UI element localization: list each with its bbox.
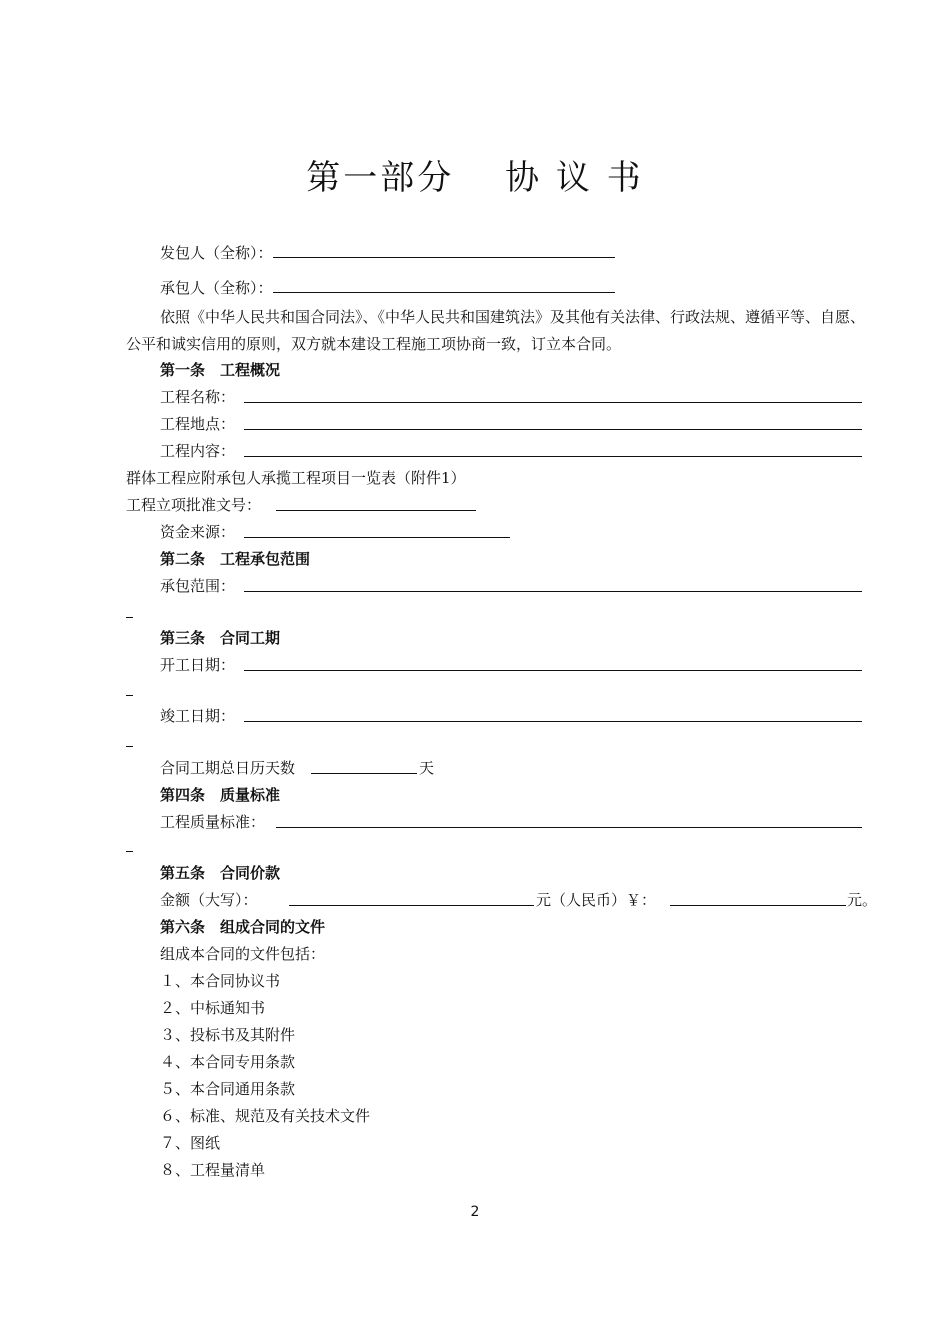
employer-row — [160, 242, 615, 263]
end-date-continuation — [126, 746, 133, 747]
quality-standard-continuation — [126, 851, 133, 852]
project-content-label: 工程内容： — [160, 442, 236, 460]
approval-number-label: 工程立项批准文号： — [126, 496, 262, 514]
approval-number-blank[interactable] — [276, 510, 476, 511]
intro-paragraph: 依照《中华人民共和国合同法》、《中华人民共和国建筑法》及其他有关法律、行政法规、遵循平等、自愿、公平和诚实信用的原则，双方就本建设工程施工项协商一致，订立本合同。 — [126, 308, 866, 353]
amount-rmb-label: 元（人民币）￥： — [536, 891, 657, 909]
quality-standard-blank[interactable] — [276, 827, 862, 828]
project-name-label: 工程名称： — [160, 388, 236, 406]
document-item: ３、投标书及其附件 — [160, 1026, 296, 1044]
article-4-heading: 第四条 质量标准 — [160, 786, 281, 804]
end-date-label: 竣工日期： — [160, 707, 236, 725]
scope-label: 承包范围： — [160, 577, 236, 595]
document-item: １、本合同协议书 — [160, 972, 281, 990]
scope-blank-continuation — [126, 617, 133, 618]
funding-source-blank[interactable] — [244, 537, 510, 538]
total-days-blank[interactable] — [311, 773, 417, 774]
article-3-heading: 第三条 合同工期 — [160, 629, 281, 647]
amount-rmb-blank[interactable] — [670, 905, 846, 906]
document-item: ８、工程量清单 — [160, 1161, 266, 1179]
amount-words-blank[interactable] — [289, 905, 534, 906]
amount-words-label: 金额（大写）： — [160, 891, 258, 909]
total-days-unit: 天 — [419, 759, 435, 777]
contractor-row — [160, 277, 615, 298]
contractor-label: 承包人（全称）： — [160, 279, 273, 297]
project-location-blank[interactable] — [244, 429, 862, 430]
group-project-note: 群体工程应附承包人承揽工程项目一览表（附件1） — [126, 469, 466, 487]
document-item: ５、本合同通用条款 — [160, 1080, 296, 1098]
project-location-label: 工程地点： — [160, 415, 236, 433]
start-date-blank[interactable] — [244, 670, 862, 671]
amount-yuan-end: 元。 — [847, 891, 878, 909]
funding-source-label: 资金来源： — [160, 523, 236, 541]
start-date-continuation — [126, 695, 133, 696]
end-date-blank[interactable] — [244, 721, 862, 722]
quality-standard-label: 工程质量标准： — [160, 813, 266, 831]
document-item: ６、标准、规范及有关技术文件 — [160, 1107, 371, 1125]
scope-blank[interactable] — [244, 591, 862, 592]
project-content-blank[interactable] — [244, 456, 862, 457]
article-1-heading: 第一条 工程概况 — [160, 361, 281, 379]
page-number: 2 — [470, 1204, 480, 1220]
start-date-label: 开工日期： — [160, 656, 236, 674]
document-item: ４、本合同专用条款 — [160, 1053, 296, 1071]
page-title: 第一部分 协 议 书 — [306, 158, 644, 198]
project-name-blank[interactable] — [244, 402, 862, 403]
documents-intro: 组成本合同的文件包括： — [160, 945, 326, 963]
total-days-label: 合同工期总日历天数 — [160, 759, 296, 777]
document-item: ７、图纸 — [160, 1134, 221, 1152]
document-item: ２、中标通知书 — [160, 999, 266, 1017]
article-6-heading: 第六条 组成合同的文件 — [160, 918, 326, 936]
employer-label: 发包人（全称）： — [160, 244, 273, 262]
article-2-heading: 第二条 工程承包范围 — [160, 550, 311, 568]
employer-blank[interactable] — [273, 243, 615, 258]
contractor-blank[interactable] — [273, 278, 615, 293]
article-5-heading: 第五条 合同价款 — [160, 864, 281, 882]
